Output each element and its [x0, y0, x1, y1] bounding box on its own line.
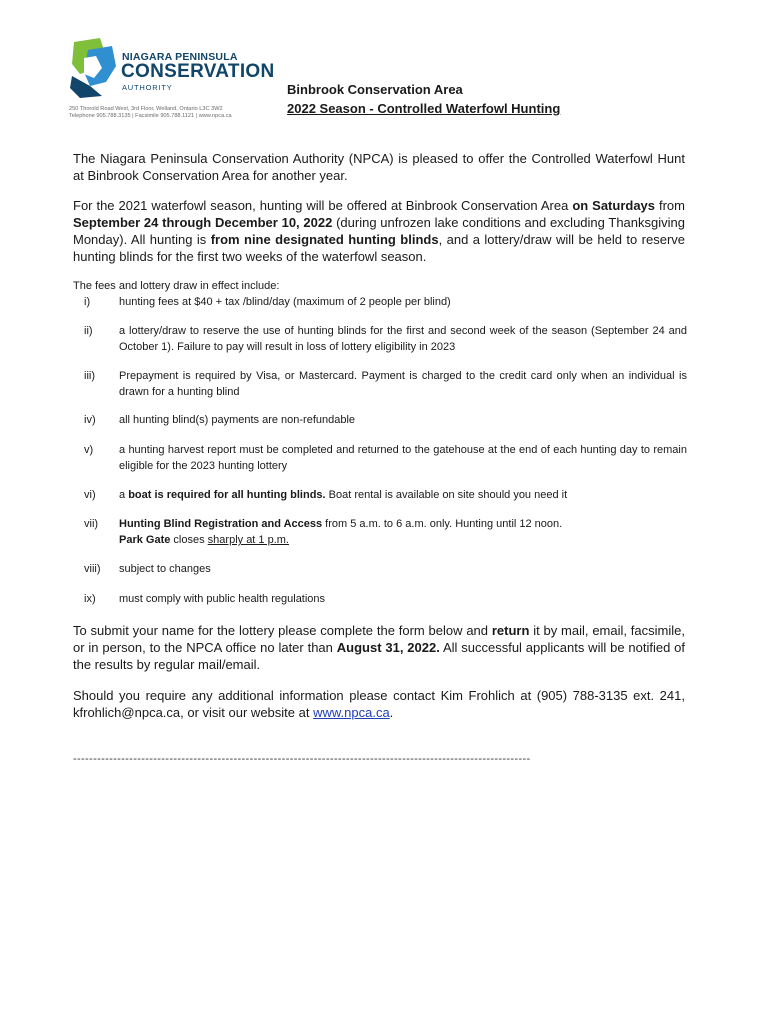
submit-paragraph: To submit your name for the lottery please complete the form below and return it by mail, email, facsimile, or in person, to the NPCA office no later than August 31, 2022. All successful applicants will be notified of the results by regular mail/email. [73, 623, 686, 672]
title-line-1: Binbrook Conservation Area [287, 82, 463, 97]
contact-line: Telephone 905.788.3135 | Facsimile 905.788.1121 | www.npca.ca [69, 113, 232, 119]
title-line-2: 2022 Season - Controlled Waterfowl Hunting [287, 101, 561, 116]
website-link[interactable]: www.npca.ca [313, 705, 390, 720]
npca-logo [66, 36, 276, 126]
cut-line-divider: ------------------------------------------------------------------------------------------------------------------ [73, 753, 531, 765]
document-title [287, 80, 560, 118]
fees-intro: The fees and lottery draw in effect include: [73, 280, 280, 292]
logo-line-3: AUTHORITY [122, 83, 173, 92]
npca-map-icon [66, 36, 118, 100]
logo-line-1: NIAGARA PENINSULA [122, 51, 238, 63]
season-paragraph: For the 2021 waterfowl season, hunting will be offered at Binbrook Conservation Area on Saturdays from September 24 through December 10, 2022 (during unfrozen lake conditions and excluding Thanksgiving Monday). All hunting is from nine designated hunting blinds, and a lottery/draw will be held to reserve hunting blinds for the first two weeks of the waterfowl season. [73, 198, 685, 264]
logo-line-2: CONSERVATION [121, 61, 275, 82]
intro-paragraph: The Niagara Peninsula Conservation Authority (NPCA) is pleased to offer the Controlled Waterfowl Hunt at Binbrook Conservation Area for another year. [73, 151, 685, 183]
address-line: 250 Thorold Road West, 3rd Floor, Welland, Ontario L3C 3W2 [69, 106, 223, 112]
contact-paragraph: Should you require any additional information please contact Kim Frohlich at (905) 788-3135 ext. 241, kfrohlich@npca.ca, or visit our website at www.npca.ca. [73, 688, 685, 720]
